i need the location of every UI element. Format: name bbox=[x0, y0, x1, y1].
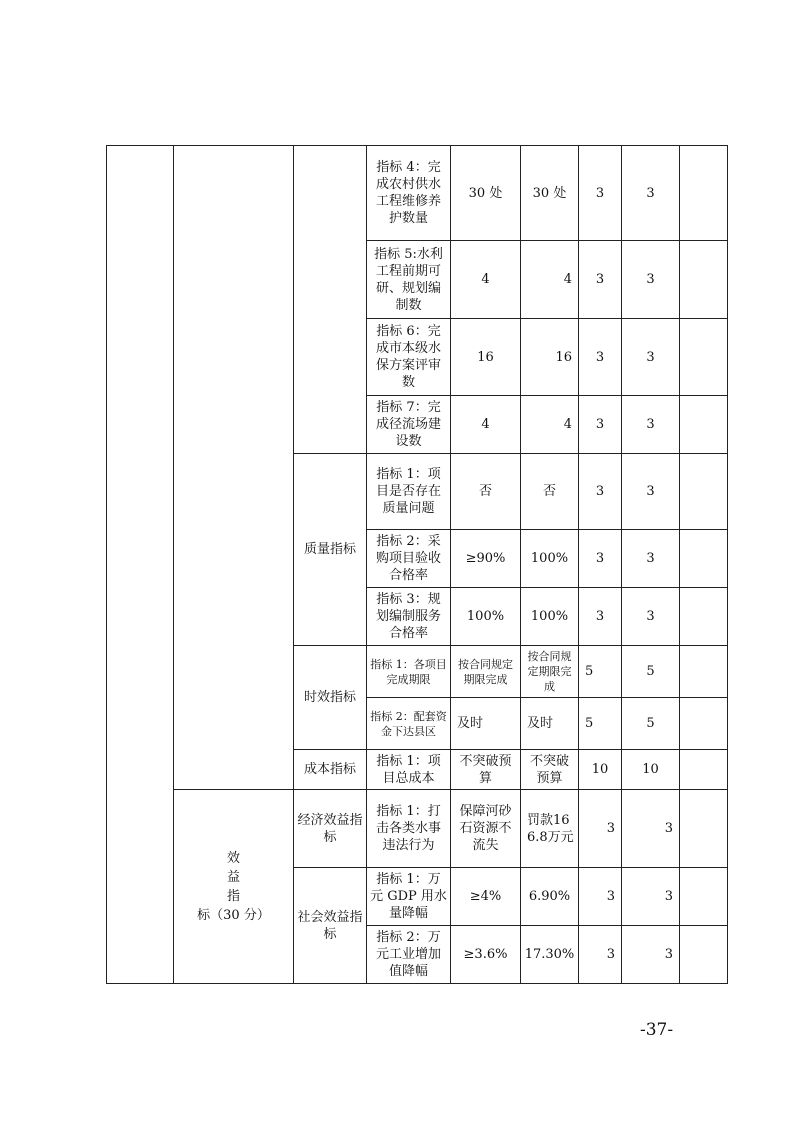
remark-cell bbox=[680, 454, 728, 530]
actual-cell: 100% bbox=[521, 530, 579, 588]
category-benefit-line: 益 bbox=[226, 869, 240, 885]
score-cell: 3 bbox=[622, 588, 680, 646]
category-benefit bbox=[174, 790, 294, 984]
table-row bbox=[107, 790, 728, 868]
subcategory-economic: 经济效益指标 bbox=[294, 790, 367, 868]
actual-cell: 100% bbox=[521, 588, 579, 646]
indicator-cell: 指标 1：万元 GDP 用水量降幅 bbox=[367, 868, 451, 926]
target-cell: 按合同规定期限完成 bbox=[451, 646, 521, 698]
remark-cell bbox=[680, 530, 728, 588]
page-number: -37- bbox=[640, 1020, 674, 1040]
category-benefit-line: 效 bbox=[226, 850, 240, 866]
actual-cell: 17.30% bbox=[521, 926, 579, 984]
weight-cell: 5 bbox=[579, 646, 622, 698]
target-cell: 不突破预算 bbox=[451, 750, 521, 790]
indicator-cell: 指标 7：完成径流场建设数 bbox=[367, 396, 451, 454]
score-cell: 3 bbox=[622, 530, 680, 588]
target-cell: 保障河砂石资源不流失 bbox=[451, 790, 521, 868]
level2-output-cell bbox=[174, 146, 294, 790]
target-cell: 100% bbox=[451, 588, 521, 646]
target-cell: ≥4% bbox=[451, 868, 521, 926]
category-benefit-line: 标（30 分） bbox=[197, 907, 270, 923]
target-cell: 4 bbox=[451, 241, 521, 319]
weight-cell: 3 bbox=[579, 530, 622, 588]
actual-cell: 不突破预算 bbox=[521, 750, 579, 790]
indicator-cell: 指标 5:水利工程前期可研、规划编制数 bbox=[367, 241, 451, 319]
score-cell: 3 bbox=[622, 454, 680, 530]
indicator-cell: 指标 1：打击各类水事违法行为 bbox=[367, 790, 451, 868]
indicator-cell: 指标 1：项目是否存在质量问题 bbox=[367, 454, 451, 530]
weight-cell: 3 bbox=[579, 146, 622, 241]
indicator-cell: 指标 2：配套资金下达县区 bbox=[367, 698, 451, 750]
weight-cell: 10 bbox=[579, 750, 622, 790]
score-cell: 3 bbox=[622, 241, 680, 319]
indicator-cell: 指标 4：完成农村供水工程维修养护数量 bbox=[367, 146, 451, 241]
remark-cell bbox=[680, 146, 728, 241]
remark-cell bbox=[680, 750, 728, 790]
score-cell: 3 bbox=[622, 790, 680, 868]
remark-cell bbox=[680, 241, 728, 319]
subcategory-social: 社会效益指标 bbox=[294, 868, 367, 984]
subcategory-quality: 质量指标 bbox=[294, 454, 367, 646]
actual-cell: 6.90% bbox=[521, 868, 579, 926]
score-cell: 3 bbox=[622, 319, 680, 396]
weight-cell: 5 bbox=[579, 698, 622, 750]
remark-cell bbox=[680, 868, 728, 926]
weight-cell: 3 bbox=[579, 241, 622, 319]
indicator-cell: 指标 1：各项目完成期限 bbox=[367, 646, 451, 698]
level1-cell bbox=[107, 146, 174, 984]
remark-cell bbox=[680, 698, 728, 750]
weight-cell: 3 bbox=[579, 454, 622, 530]
remark-cell bbox=[680, 319, 728, 396]
actual-cell: 4 bbox=[521, 241, 579, 319]
indicator-cell: 指标 6：完成市本级水保方案评审数 bbox=[367, 319, 451, 396]
level3-quantity-cell bbox=[294, 146, 367, 454]
category-benefit-line: 指 bbox=[226, 888, 240, 904]
subcategory-timeliness: 时效指标 bbox=[294, 646, 367, 750]
target-cell: ≥90% bbox=[451, 530, 521, 588]
score-cell: 3 bbox=[622, 926, 680, 984]
target-cell: 4 bbox=[451, 396, 521, 454]
actual-cell: 否 bbox=[521, 454, 579, 530]
actual-cell: 按合同规定期限完成 bbox=[521, 646, 579, 698]
indicator-cell: 指标 1：项目总成本 bbox=[367, 750, 451, 790]
indicator-cell: 指标 2：万元工业增加值降幅 bbox=[367, 926, 451, 984]
weight-cell: 3 bbox=[579, 790, 622, 868]
indicator-cell: 指标 2：采购项目验收合格率 bbox=[367, 530, 451, 588]
weight-cell: 3 bbox=[579, 588, 622, 646]
score-cell: 3 bbox=[622, 396, 680, 454]
score-cell: 10 bbox=[622, 750, 680, 790]
subcategory-cost: 成本指标 bbox=[294, 750, 367, 790]
indicator-cell: 指标 3：规划编制服务合格率 bbox=[367, 588, 451, 646]
weight-cell: 3 bbox=[579, 396, 622, 454]
target-cell: ≥3.6% bbox=[451, 926, 521, 984]
table-row bbox=[107, 146, 728, 241]
remark-cell bbox=[680, 926, 728, 984]
weight-cell: 3 bbox=[579, 868, 622, 926]
weight-cell: 3 bbox=[579, 319, 622, 396]
weight-cell: 3 bbox=[579, 926, 622, 984]
remark-cell bbox=[680, 588, 728, 646]
target-cell: 及时 bbox=[451, 698, 521, 750]
score-cell: 3 bbox=[622, 868, 680, 926]
score-cell: 3 bbox=[622, 146, 680, 241]
remark-cell bbox=[680, 396, 728, 454]
actual-cell: 30 处 bbox=[521, 146, 579, 241]
target-cell: 30 处 bbox=[451, 146, 521, 241]
actual-cell: 4 bbox=[521, 396, 579, 454]
target-cell: 16 bbox=[451, 319, 521, 396]
actual-cell: 及时 bbox=[521, 698, 579, 750]
remark-cell bbox=[680, 790, 728, 868]
remark-cell bbox=[680, 646, 728, 698]
performance-indicator-table bbox=[106, 145, 728, 984]
actual-cell: 16 bbox=[521, 319, 579, 396]
score-cell: 5 bbox=[622, 698, 680, 750]
target-cell: 否 bbox=[451, 454, 521, 530]
actual-cell: 罚款166.8万元 bbox=[521, 790, 579, 868]
score-cell: 5 bbox=[622, 646, 680, 698]
